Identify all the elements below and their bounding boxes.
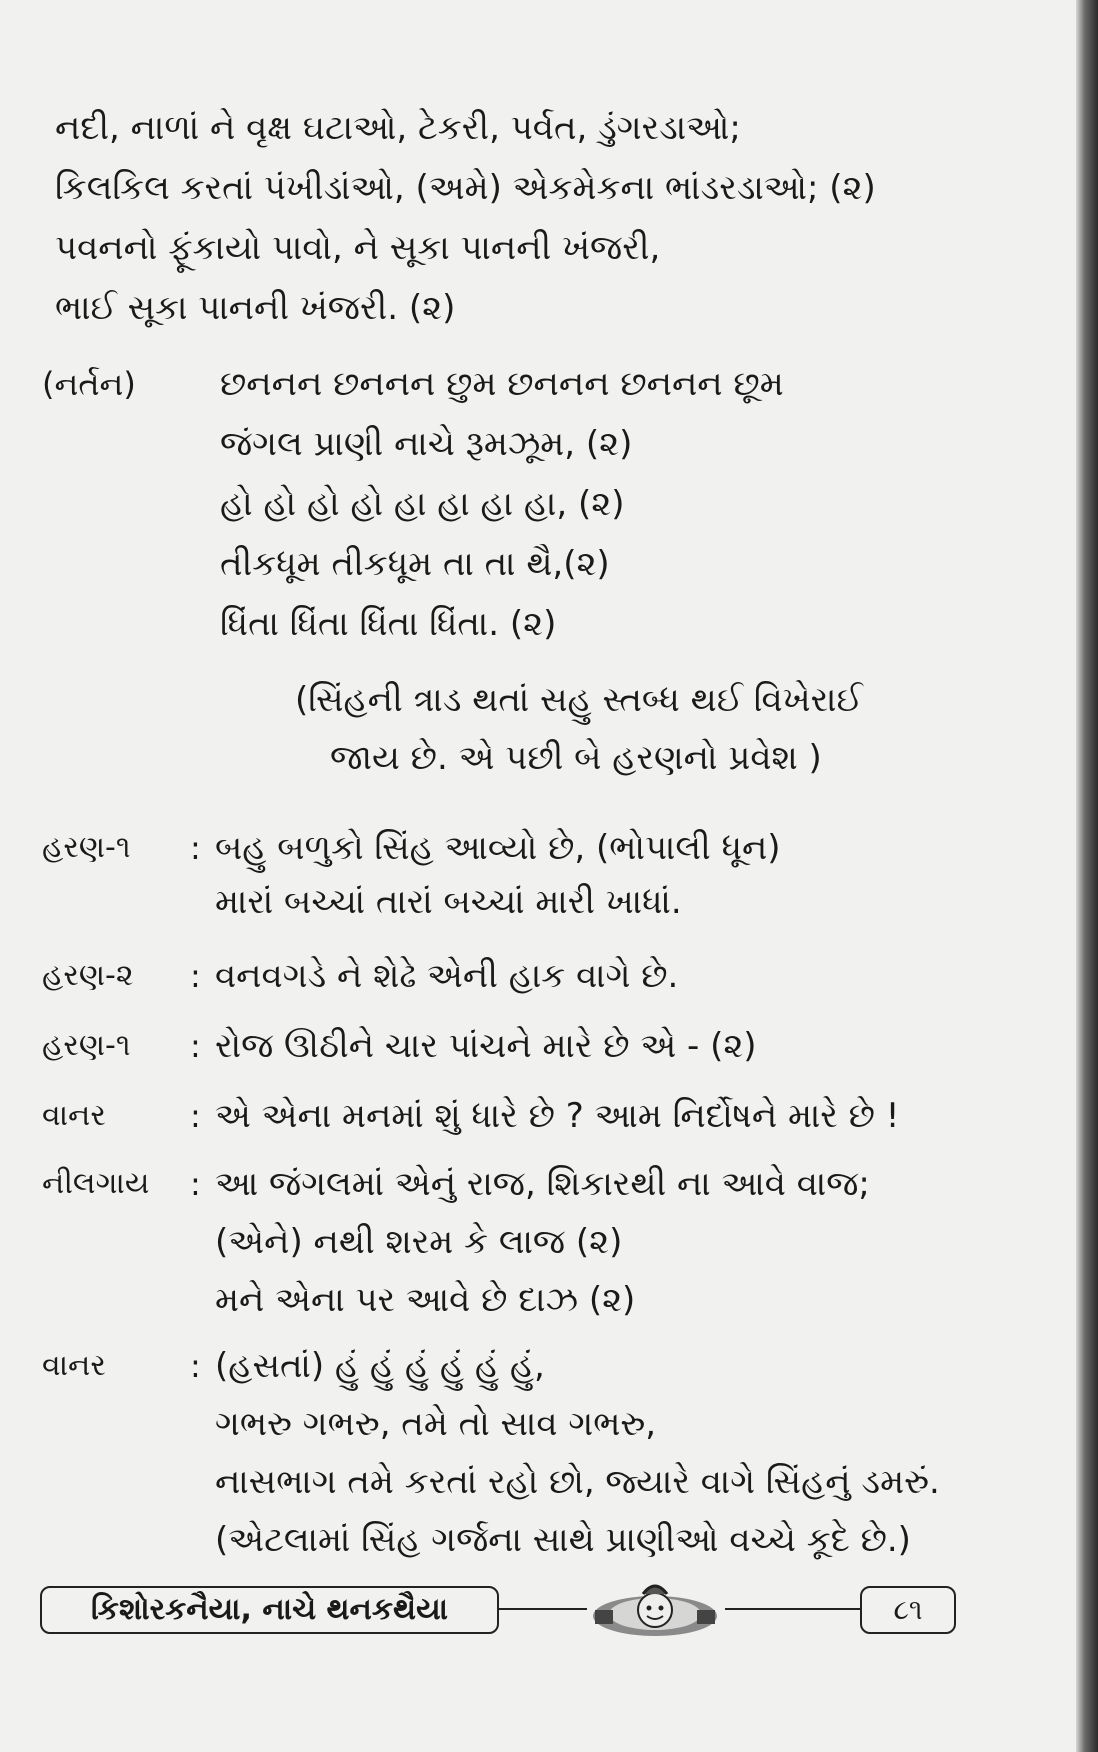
stanza-line: નદી, નાળાં ને વૃક્ષ ઘટાઓ, ટેકરી, પર્વત, ડુંગરડાઓ; [55, 108, 741, 148]
page-footer [40, 1580, 960, 1640]
dialogue-line: એ એના મનમાં શું ધારે છે ? આમ નિર્દોષને મારે છે ! [215, 1096, 900, 1136]
dialogue-line: વનવગડે ને શેઢે એની હાક વાગે છે. [215, 956, 679, 996]
dance-line: છનનન છનનન છુમ છનનન છનનન છૂમ [220, 364, 784, 404]
speaker-label: વાનર [42, 1348, 106, 1383]
page-binding-edge [1076, 0, 1098, 1752]
stage-direction-line: (સિંહની ત્રાડ થતાં સહુ સ્તબ્ધ થઈ વિખેરાઈ [295, 680, 863, 720]
book-title: કિશોરકનૈયા, નાચે થનકથૈયા [40, 1586, 499, 1634]
speaker-label: હરણ-૨ [42, 958, 134, 993]
speaker-colon: : [190, 829, 201, 867]
footer-rule-right [725, 1608, 860, 1610]
dialogue-line: બહુ બળુકો સિંહ આવ્યો છે, (ભોપાલી ધૂન) [215, 828, 781, 868]
page-number: ૮૧ [860, 1586, 956, 1634]
dialogue-line: (હસતાં) હું હું હું હું હું હું, [215, 1346, 545, 1386]
speaker-colon: : [190, 1347, 201, 1385]
stanza-line: કિલકિલ કરતાં પંખીડાંઓ, (અમે) એકમેકના ભાંડરડાઓ; (૨) [55, 168, 876, 208]
dance-line: ધિંતા ધિંતા ધિંતા ધિંતા. (૨) [220, 604, 557, 644]
speaker-colon: : [190, 1165, 201, 1203]
speaker-label: નીલગાય [42, 1166, 150, 1201]
dance-line: જંગલ પ્રાણી નાચે રૂમઝૂમ, (૨) [220, 424, 633, 464]
speaker-colon: : [190, 1097, 201, 1135]
speaker-label: વાનર [42, 1098, 106, 1133]
dialogue-line: મારાં બચ્ચાં તારાં બચ્ચાં મારી ખાધાં. [215, 882, 682, 922]
dialogue-line: ગભરુ ગભરુ, તમે તો સાવ ગભરુ, [215, 1404, 657, 1444]
dialogue-line: આ જંગલમાં એનું રાજ, શિકારથી ના આવે વાજ; [215, 1164, 870, 1204]
dialogue-line: નાસભાગ તમે કરતાં રહો છો, જ્યારે વાગે સિંહનું ડમરું. [215, 1462, 940, 1502]
dialogue-line: (એને) નથી શરમ કે લાજ (૨) [215, 1222, 623, 1262]
footer-rule-left [499, 1608, 587, 1610]
dance-line: હો હો હો હો હા હા હા હા, (૨) [220, 484, 625, 524]
stanza-line: ભાઈ સૂકા પાનની ખંજરી. (૨) [55, 288, 456, 328]
dialogue-line: મને એના પર આવે છે દાઝ (૨) [215, 1280, 636, 1320]
speaker-label: હરણ-૧ [42, 1028, 131, 1063]
speaker-colon: : [190, 957, 201, 995]
speaker-label: (નર્તન) [42, 365, 136, 403]
dialogue-line: (એટલામાં સિંહ ગર્જના સાથે પ્રાણીઓ વચ્ચે કૂદે છે.) [215, 1520, 911, 1560]
cartoon-emblem-icon [585, 1580, 725, 1640]
speaker-label: હરણ-૧ [42, 830, 131, 865]
speaker-colon: : [190, 1027, 201, 1065]
stanza-line: પવનનો ફૂંકાયો પાવો, ને સૂકા પાનની ખંજરી, [55, 228, 661, 268]
dialogue-line: રોજ ઊઠીને ચાર પાંચને મારે છે એ - (૨) [215, 1026, 757, 1066]
dance-line: તીકધૂમ તીકધૂમ તા તા થૈ,(૨) [220, 544, 610, 584]
stage-direction-line: જાય છે. એ પછી બે હરણનો પ્રવેશ ) [330, 738, 822, 778]
